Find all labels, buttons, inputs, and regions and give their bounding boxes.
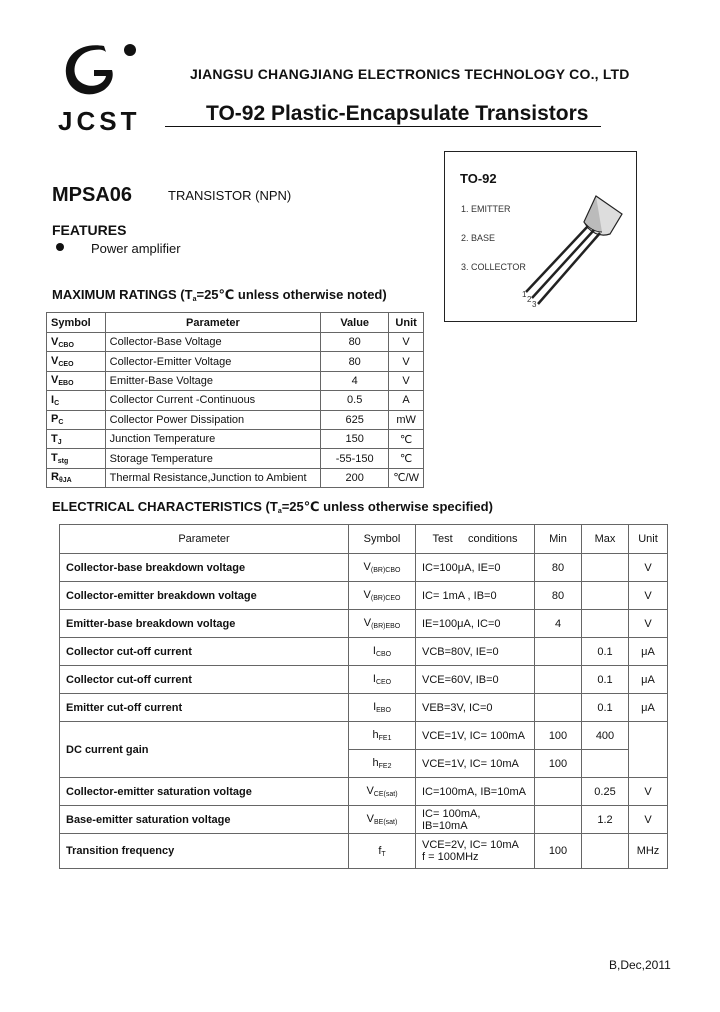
table-cell: V: [629, 778, 668, 806]
table-cell: [629, 722, 668, 778]
symbol-main: V: [363, 589, 371, 601]
table-cell: [535, 666, 582, 694]
table-row: [47, 449, 424, 468]
symbol-main: f: [378, 844, 382, 857]
lead-label-2: 2: [527, 295, 532, 304]
table-cell: V: [629, 610, 668, 638]
table-cell: Thermal Resistance,Junction to Ambient: [105, 468, 321, 487]
table-cell: μA: [629, 666, 668, 694]
header-cell: Test conditions: [416, 525, 535, 554]
symbol-cell: [349, 834, 416, 869]
table-cell: V: [389, 333, 424, 352]
header-cell: Unit: [629, 525, 668, 554]
symbol-subscript: (BR)CEO: [370, 595, 401, 602]
table-row: [60, 666, 668, 694]
header-cell: Max: [582, 525, 629, 554]
symbol-main: V: [366, 785, 374, 797]
table-row: [47, 333, 424, 352]
symbol-main: T: [51, 452, 58, 465]
table-cell: 80: [321, 352, 389, 371]
symbol-cell: [47, 391, 106, 410]
table-cell: 0.1: [582, 638, 629, 666]
table-cell: Collector Current -Continuous: [105, 391, 321, 410]
table-cell: -55-150: [321, 449, 389, 468]
table-cell: Emitter-Base Voltage: [105, 371, 321, 390]
table-cell: [582, 750, 629, 778]
symbol-main: I: [51, 393, 55, 406]
symbol-subscript: CEO: [58, 361, 74, 369]
electrical-body: [60, 554, 668, 869]
electrical-table: [59, 524, 668, 869]
table-row: [60, 834, 668, 869]
table-row: [47, 410, 424, 429]
revision-date: B,Dec,2011: [609, 958, 671, 972]
table-cell: Emitter cut-off current: [60, 694, 349, 722]
table-cell: Storage Temperature: [105, 449, 321, 468]
table-cell: mW: [389, 410, 424, 429]
table-cell: 1.2: [582, 806, 629, 834]
table-cell: 4: [321, 371, 389, 390]
table-cell: 0.25: [582, 778, 629, 806]
table-row: [47, 468, 424, 487]
max-ratings-body: [47, 333, 424, 488]
max-ratings-heading: MAXIMUM RATINGS ($T_a=25℃$ unless otherwise noted): [52, 287, 387, 303]
lead-label-1: 1: [522, 290, 527, 299]
company-name: JIANGSU CHANGJIANG ELECTRONICS TECHNOLOGY CO., LTD: [190, 66, 630, 82]
table-cell: 0.1: [582, 666, 629, 694]
table-cell: IC= 1mA , IB=0: [416, 582, 535, 610]
header-cell: Symbol: [47, 313, 106, 333]
table-cell: 100: [535, 750, 582, 778]
symbol-cell: [349, 806, 416, 834]
symbol-cell: [47, 449, 106, 468]
header-cell: Parameter: [105, 313, 321, 333]
symbol-subscript: CE(sat): [373, 791, 398, 798]
document-title: TO-92 Plastic-Encapsulate Transistors: [206, 102, 589, 125]
condition-cell: [416, 834, 535, 869]
table-cell: 4: [535, 610, 582, 638]
table-row: [60, 638, 668, 666]
header-cell: Symbol: [349, 525, 416, 554]
table-cell: VEB=3V, IC=0: [416, 694, 535, 722]
table-row: [60, 778, 668, 806]
table-cell: V: [629, 554, 668, 582]
part-number: MPSA06: [52, 184, 133, 206]
symbol-subscript: EBO: [58, 380, 74, 388]
part-type: TRANSISTOR (NPN): [168, 188, 292, 203]
symbol-cell: [349, 778, 416, 806]
symbol-main: h: [372, 757, 379, 769]
symbol-main: I: [372, 645, 376, 657]
table-cell: Collector-Base Voltage: [105, 333, 321, 352]
symbol-main: I: [373, 701, 377, 713]
table-cell: [535, 694, 582, 722]
symbol-subscript: (BR)CBO: [370, 567, 401, 574]
table-cell: 0.5: [321, 391, 389, 410]
header-cell: Min: [535, 525, 582, 554]
table-row: [60, 610, 668, 638]
table-cell: [535, 778, 582, 806]
feature-item: Power amplifier: [91, 241, 181, 256]
symbol-cell: [349, 750, 416, 778]
table-cell: IC=100μA, IE=0: [416, 554, 535, 582]
symbol-cell: [47, 468, 106, 487]
symbol-cell: [47, 371, 106, 390]
table-cell: Collector-emitter saturation voltage: [60, 778, 349, 806]
table-cell: V: [629, 582, 668, 610]
table-row: [60, 554, 668, 582]
condition-line: f = 100MHz: [422, 851, 479, 863]
symbol-main: V: [51, 374, 59, 387]
table-cell: Emitter-base breakdown voltage: [60, 610, 349, 638]
table-cell: 0.1: [582, 694, 629, 722]
table-cell: 80: [535, 582, 582, 610]
table-cell: 150: [321, 429, 389, 448]
symbol-main: R: [51, 471, 59, 484]
header-cell: Value: [321, 313, 389, 333]
symbol-cell: [349, 694, 416, 722]
condition-line: VCE=2V, IC= 10mA: [422, 839, 519, 851]
table-cell: ℃/W: [389, 468, 424, 487]
logo-text: JCST: [58, 106, 141, 136]
table-row: [60, 722, 668, 750]
symbol-subscript: BE(sat): [374, 819, 398, 826]
symbol-subscript: T: [381, 850, 386, 858]
table-cell: ℃: [389, 429, 424, 448]
symbol-main: V: [366, 813, 374, 825]
symbol-subscript: CBO: [375, 651, 392, 658]
symbol-subscript: J: [57, 438, 62, 446]
symbol-cell: [349, 722, 416, 750]
symbol-subscript: C: [58, 419, 64, 427]
table-cell: [582, 582, 629, 610]
electrical-heading: ELECTRICAL CHARACTERISTICS ($T_a=25℃$ unless otherwise specified): [52, 499, 493, 515]
table-cell: VCE=60V, IB=0: [416, 666, 535, 694]
table-cell: Junction Temperature: [105, 429, 321, 448]
lead-label-3: 3: [532, 300, 537, 309]
package-title: TO-92: [460, 171, 497, 186]
symbol-subscript: stg: [57, 458, 69, 466]
symbol-subscript: FE1: [378, 735, 392, 742]
symbol-subscript: FE2: [378, 763, 392, 770]
table-cell: V: [629, 806, 668, 834]
table-cell: IC= 100mA, IB=10mA: [416, 806, 535, 834]
symbol-subscript: θJA: [58, 477, 72, 485]
table-cell: 625: [321, 410, 389, 429]
table-cell: Collector Power Dissipation: [105, 410, 321, 429]
table-cell: μA: [629, 694, 668, 722]
table-cell: Collector cut-off current: [60, 638, 349, 666]
table-cell: IC=100mA, IB=10mA: [416, 778, 535, 806]
symbol-cell: [47, 352, 106, 371]
symbol-subscript: C: [54, 399, 60, 407]
symbol-subscript: CEO: [375, 679, 392, 686]
symbol-cell: [349, 554, 416, 582]
symbol-main: T: [51, 432, 58, 445]
table-cell: VCE=1V, IC= 100mA: [416, 722, 535, 750]
table-cell: 80: [321, 333, 389, 352]
pin-label-2: 2. BASE: [461, 233, 496, 243]
table-cell: [535, 806, 582, 834]
table-cell: A: [389, 391, 424, 410]
symbol-cell: [349, 610, 416, 638]
table-header-row: [47, 313, 424, 333]
table-cell: [535, 638, 582, 666]
table-cell: Collector cut-off current: [60, 666, 349, 694]
title-underline: [165, 126, 601, 127]
table-row: [60, 694, 668, 722]
symbol-main: V: [51, 355, 59, 368]
table-row: [47, 352, 424, 371]
table-cell: Base-emitter saturation voltage: [60, 806, 349, 834]
table-cell: IE=100μA, IC=0: [416, 610, 535, 638]
symbol-cell: [47, 429, 106, 448]
table-cell: 80: [535, 554, 582, 582]
table-cell: [582, 610, 629, 638]
symbol-main: I: [372, 673, 376, 685]
table-row: [47, 429, 424, 448]
table-cell: Transition frequency: [60, 834, 349, 869]
pin-label-1: 1. EMITTER: [461, 204, 511, 214]
symbol-cell: [47, 410, 106, 429]
symbol-main: P: [51, 413, 59, 426]
table-cell: VCB=80V, IE=0: [416, 638, 535, 666]
table-cell: 400: [582, 722, 629, 750]
table-row: [47, 371, 424, 390]
symbol-cell: [47, 333, 106, 352]
header-cell: Parameter: [60, 525, 349, 554]
table-cell: Collector-Emitter Voltage: [105, 352, 321, 371]
table-cell: V: [389, 352, 424, 371]
table-cell: μA: [629, 638, 668, 666]
symbol-main: h: [372, 729, 379, 741]
table-cell: VCE=1V, IC= 10mA: [416, 750, 535, 778]
table-cell: 200: [321, 468, 389, 487]
to92-package-icon: [518, 188, 628, 308]
table-cell: DC current gain: [60, 722, 349, 778]
header-cell: Unit: [389, 313, 424, 333]
table-header-row: [60, 525, 668, 554]
table-cell: V: [389, 371, 424, 390]
table-cell: [582, 554, 629, 582]
table-cell: 100: [535, 722, 582, 750]
table-cell: 100: [535, 834, 582, 869]
table-cell: Collector-emitter breakdown voltage: [60, 582, 349, 610]
table-row: [60, 806, 668, 834]
symbol-main: V: [363, 561, 371, 573]
table-row: [47, 391, 424, 410]
pin-label-3: 3. COLLECTOR: [461, 262, 526, 272]
symbol-cell: [349, 582, 416, 610]
table-cell: [582, 834, 629, 869]
jcst-logo-icon: [60, 38, 140, 108]
max-ratings-table: [46, 312, 424, 488]
symbol-main: V: [363, 617, 372, 629]
table-cell: ℃: [389, 449, 424, 468]
symbol-cell: [349, 638, 416, 666]
features-heading: FEATURES: [52, 222, 127, 238]
symbol-subscript: EBO: [376, 707, 391, 714]
symbol-cell: [349, 666, 416, 694]
table-cell: MHz: [629, 834, 668, 869]
bullet-icon: [56, 243, 64, 251]
symbol-main: V: [51, 335, 59, 348]
symbol-subscript: (BR)EBO: [371, 623, 401, 630]
table-row: [60, 582, 668, 610]
table-cell: Collector-base breakdown voltage: [60, 554, 349, 582]
symbol-subscript: CBO: [58, 341, 74, 349]
